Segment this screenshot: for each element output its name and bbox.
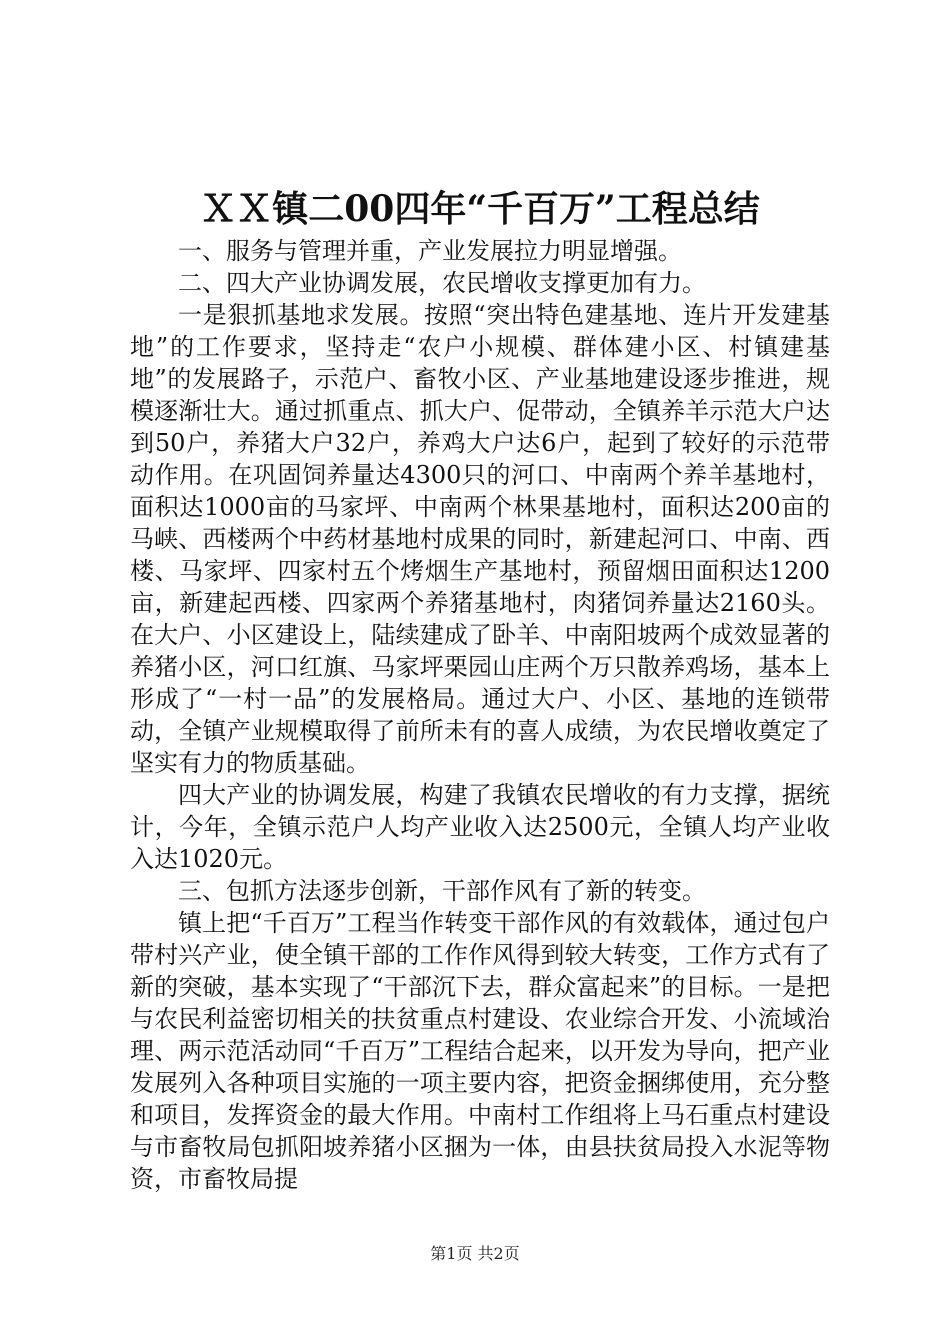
paragraph-income-stats: 四大产业的协调发展，构建了我镇农民增收的有力支撑，据统计，今年，全镇示范户人均产业收入达2500元，全镇人均产业收入达1020元。 [130, 781, 830, 873]
paragraph-section-1: 一、服务与管理并重，产业发展拉力明显增强。 [178, 237, 682, 265]
paragraph-section-3: 三、包抓方法逐步创新，干部作风有了新的转变。 [178, 877, 706, 905]
document-title: ＸＸ镇二00四年“千百万”工程总结 [200, 188, 760, 230]
paragraph-section-2: 二、四大产业协调发展，农民增收支撑更加有力。 [178, 269, 706, 297]
document-body [130, 235, 830, 1195]
paragraph-base-development: 一是狠抓基地求发展。按照“突出特色建基地、连片开发建基地”的工作要求，坚持走“农户小规模、群体建小区、村镇建基地”的发展路子，示范户、畜牧小区、产业基地建设逐步推进，规模逐渐壮大。通过抓重点、抓大户、促带动，全镇养羊示范大户达到50户，养猪大户32户，养鸡大户达6户，起到了较好的示范带动作用。在巩固饲养量达4300只的河口、中南两个养羊基地村，面积达1000亩的马家坪、中南两个林果基地村，面积达200亩的马峡、西楼两个中药材基地村成果的同时，新建起河口、中南、西楼、马家坪、四家村五个烤烟生产基地村，预留烟田面积达1200亩，新建起西楼、四家两个养猪基地村，肉猪饲养量达2160头。在大户、小区建设上，陆续建成了卧羊、中南阳坡两个成效显著的养猪小区，河口红旗、马家坪栗园山庄两个万只散养鸡场，基本上形成了“一村一品”的发展格局。通过大户、小区、基地的连锁带动，全镇产业规模取得了前所未有的喜人成绩，为农民增收奠定了坚实有力的物质基础。 [130, 301, 830, 777]
paragraph-cadre-work-style: 镇上把“千百万”工程当作转变干部作风的有效载体，通过包户带村兴产业，使全镇干部的工作作风得到较大转变，工作方式有了新的突破，基本实现了“干部沉下去，群众富起来”的目标。一是把与农民利益密切相关的扶贫重点村建设、农业综合开发、小流域治理、两示范活动同“千百万”工程结合起来，以开发为导向，把产业发展列入各种项目实施的一项主要内容，把资金捆绑使用，充分整和项目，发挥资金的最大作用。中南村工作组将上马石重点村建设与市畜牧局包抓阳坡养猪小区捆为一体，由县扶贫局投入水泥等物资，市畜牧局提 [130, 909, 830, 1193]
page-number-footer: 第1页 共2页 [430, 1244, 520, 1263]
